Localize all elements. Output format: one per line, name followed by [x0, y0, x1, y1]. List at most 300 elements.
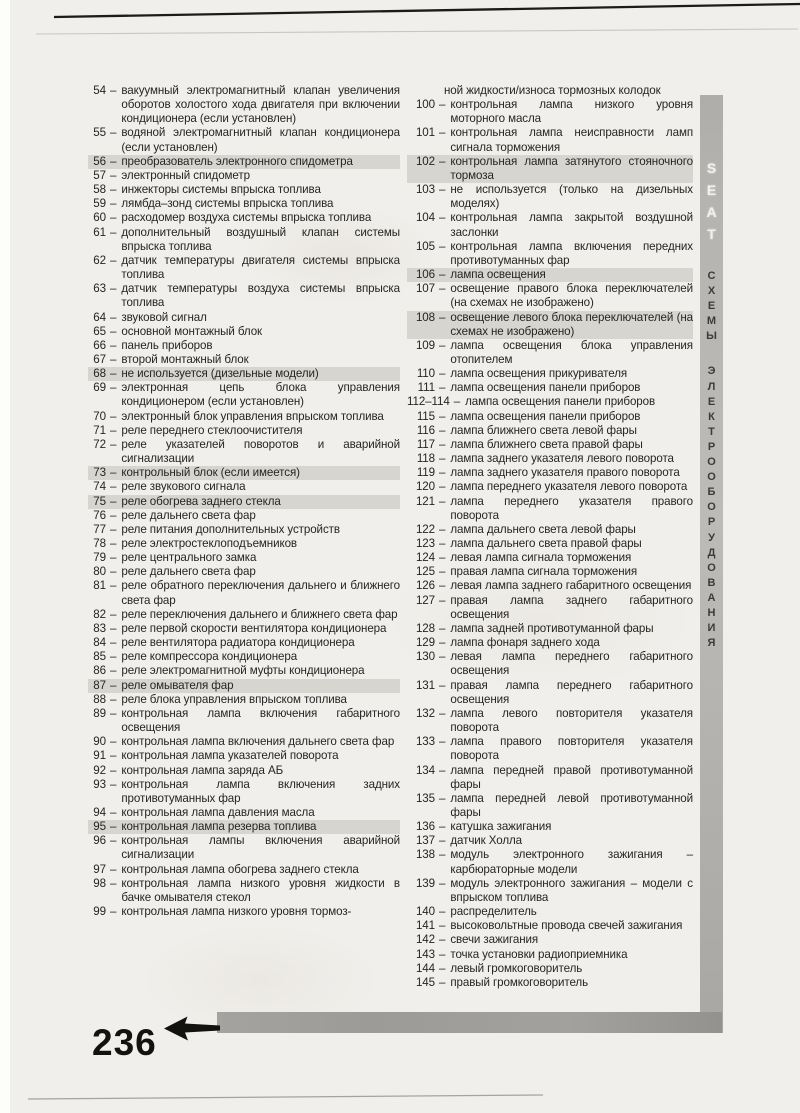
item-text: реле центрального замка [121, 551, 257, 565]
item-number: 121 [415, 494, 435, 508]
item-number: 79 [93, 551, 106, 565]
item-dash: – [439, 706, 446, 720]
item-text: левый громкоговоритель [450, 961, 583, 975]
item-number: 60 [93, 211, 106, 225]
item-number: 107 [415, 282, 435, 296]
item-text: ной жидкости/износа тормозных колодок [444, 84, 661, 97]
item-number: 125 [415, 565, 435, 579]
legend-item [407, 948, 693, 962]
legend-item [407, 764, 693, 792]
legend-item [88, 424, 400, 438]
legend-item [88, 636, 400, 650]
item-dash: – [439, 621, 446, 635]
item-number: 103 [415, 183, 435, 197]
item-text: датчик Холла [450, 834, 523, 848]
item-dash: – [439, 480, 446, 494]
item-dash: – [439, 975, 446, 989]
title-letter: И [707, 622, 716, 635]
item-number: 106 [415, 268, 435, 282]
legend-item [407, 268, 693, 282]
item-text: лампа правого повторителя указателя поворота [450, 735, 693, 763]
item-text: контрольная лампа указателей поворота [121, 749, 339, 763]
item-text: лампа заднего указателя правого поворота [450, 466, 680, 480]
item-number: 130 [415, 650, 435, 664]
item-dash: – [110, 834, 117, 848]
item-dash: – [110, 423, 117, 437]
item-dash: – [110, 820, 117, 834]
item-number: 56 [93, 154, 106, 168]
title-letter: Д [707, 546, 716, 559]
item-text: контрольная лампа резерва топлива [121, 820, 317, 834]
legend-item [88, 381, 400, 409]
item-number: 126 [415, 579, 435, 593]
item-dash: – [439, 565, 446, 579]
legend-item [407, 650, 693, 678]
item-text: лампа левого повторителя указателя поворота [450, 706, 693, 735]
bottom-bar [217, 1012, 722, 1033]
item-text: основной монтажный блок [121, 324, 263, 338]
legend-item [407, 565, 693, 579]
legend-item [88, 537, 400, 551]
legend-item [407, 84, 693, 98]
item-text: лампа переднего указателя левого поворота [450, 480, 688, 494]
item-number: 59 [93, 197, 106, 211]
item-number: 96 [93, 834, 106, 848]
brand-letter: A [706, 204, 717, 220]
title-letter: Х [707, 285, 716, 298]
item-dash: – [110, 522, 117, 536]
legend-item [407, 919, 693, 933]
item-text: реле переключения дальнего и ближнего света фар [121, 607, 398, 621]
item-text: электронный блок управления впрыском топлива [121, 409, 384, 423]
item-dash: – [110, 437, 117, 451]
item-dash: – [110, 338, 117, 352]
item-text: панель приборов [121, 338, 213, 352]
title-letter: Т [708, 425, 715, 438]
item-number: 87 [93, 678, 106, 692]
item-number: 71 [93, 423, 106, 437]
item-dash: – [110, 126, 117, 140]
legend-item [407, 339, 693, 367]
item-dash: – [439, 933, 446, 947]
item-text: дополнительный воздушный клапан системы впрыска топлива [121, 225, 400, 253]
item-number: 65 [93, 324, 106, 338]
legend-item [88, 367, 400, 381]
item-number: 145 [415, 975, 435, 989]
legend-item [407, 183, 693, 211]
item-number: 105 [415, 239, 435, 253]
item-text: не используется (только на дизельных моделях) [450, 183, 693, 211]
item-dash: – [439, 367, 446, 381]
item-number: 63 [93, 282, 106, 296]
item-text: лампа дальнего света левой фары [450, 522, 636, 536]
item-dash: – [110, 876, 117, 890]
item-number: 133 [415, 735, 435, 749]
legend-item [407, 523, 693, 537]
item-dash: – [439, 310, 446, 324]
item-text: лампа переднего указателя правого поворота [450, 494, 693, 522]
item-text: реле блока управления впрыском топлива [121, 692, 347, 706]
item-dash: – [439, 947, 446, 961]
item-dash: – [110, 905, 117, 919]
item-number: 54 [93, 84, 106, 97]
item-text: левая лампа заднего габаритного освещения [450, 579, 692, 593]
item-number: 89 [93, 706, 106, 720]
legend-item [407, 976, 693, 990]
item-text: электронная цепь блока управления кондиционером (если установлен) [121, 381, 400, 409]
item-text: освещение правого блока переключателей (на схемах не изображено) [450, 282, 693, 310]
item-number: 140 [415, 905, 435, 919]
item-text: контрольная лампа включения задних противотуманных фар [121, 777, 400, 805]
legend-item [407, 707, 693, 735]
title-letter: Е [707, 395, 716, 408]
item-number: 77 [93, 522, 106, 536]
item-text: лампа освещения прикуривателя [450, 367, 628, 381]
item-number: 110 [416, 367, 435, 381]
item-dash: – [110, 211, 117, 225]
legend-item [88, 410, 400, 424]
item-number: 78 [93, 537, 106, 550]
title-letter: У [708, 531, 715, 544]
item-number: 123 [415, 537, 435, 550]
item-dash: – [439, 636, 446, 650]
item-number: 83 [93, 621, 106, 635]
item-text: реле звукового сигнала [121, 480, 246, 494]
item-dash: – [439, 154, 446, 168]
title-letter: Б [707, 486, 716, 499]
legend-item [407, 679, 693, 707]
item-number: 92 [93, 763, 106, 777]
legend-item [407, 962, 693, 976]
item-dash: – [110, 168, 117, 182]
item-number: 84 [93, 636, 106, 650]
item-dash: – [110, 862, 117, 876]
item-text: контрольная лампа включения габаритного освещения [121, 706, 400, 735]
item-text: контрольная лампа давления масла [121, 805, 315, 819]
sidebar-title-schemes [706, 269, 717, 344]
legend-item [88, 169, 400, 183]
title-letter: О [707, 501, 716, 514]
legend-item [88, 211, 400, 225]
item-dash: – [110, 621, 117, 635]
item-dash: – [439, 919, 446, 933]
item-number: 102 [415, 154, 435, 168]
item-number: 104 [415, 211, 435, 225]
item-dash: – [110, 282, 117, 296]
sidebar-tab [700, 95, 723, 1033]
item-dash: – [110, 310, 117, 324]
item-dash: – [110, 749, 117, 763]
item-text: правый громкоговоритель [450, 975, 589, 989]
item-number: 61 [93, 225, 106, 239]
item-text: лампа ближнего света правой фары [450, 437, 643, 451]
item-dash: – [110, 735, 117, 749]
bottom-scan-edge-line [0, 1085, 800, 1113]
legend-item [88, 126, 400, 154]
item-text: контрольная лампа заряда АБ [121, 763, 284, 777]
item-dash: – [110, 324, 117, 338]
item-dash: – [439, 494, 446, 508]
item-dash: – [110, 352, 117, 366]
item-dash: – [110, 367, 117, 381]
item-text: модуль электронного зажигания – модели с впрыском топлива [450, 876, 693, 904]
legend-item [407, 933, 693, 947]
item-text: реле указателей поворотов и аварийной сигнализации [121, 437, 400, 466]
item-dash: – [110, 678, 117, 692]
legend-item [88, 183, 400, 197]
item-dash: – [110, 579, 117, 593]
item-text: лампа освещения панели приборов [450, 409, 641, 423]
legend-item [407, 282, 693, 310]
item-number: 82 [93, 607, 106, 621]
item-dash: – [110, 84, 117, 97]
legend-item [407, 424, 693, 438]
legend-item [88, 764, 400, 778]
item-dash: – [110, 805, 117, 819]
legend-column-right [407, 84, 693, 990]
item-text: лампа освещения панели приборов [450, 381, 641, 395]
item-dash: – [110, 494, 117, 508]
item-dash: – [439, 423, 446, 437]
item-number: 111 [417, 381, 435, 395]
item-number: 124 [415, 551, 435, 565]
item-number: 86 [93, 664, 106, 678]
title-letter: С [707, 270, 716, 282]
item-dash: – [439, 239, 446, 253]
item-text: реле электромагнитной муфты кондиционера [121, 664, 365, 678]
legend-item [407, 367, 693, 381]
legend-item [88, 509, 400, 523]
legend-item [88, 579, 400, 607]
item-number: 73 [93, 466, 106, 480]
item-text: контрольная лампа низкого уровня тормоз- [121, 905, 352, 919]
legend-item [88, 650, 400, 664]
item-text: распределитель [450, 905, 537, 919]
item-number: 99 [93, 905, 106, 919]
title-letter: О [707, 456, 716, 469]
title-letter: В [707, 576, 716, 589]
title-letter: К [708, 410, 715, 423]
item-number: 127 [415, 593, 435, 607]
top-edge-line [54, 4, 800, 17]
item-dash: – [110, 664, 117, 678]
item-text: электронный спидометр [121, 168, 250, 182]
item-text: лампа задней противотуманной фары [450, 621, 654, 635]
legend-item [407, 438, 693, 452]
brand-letter: T [707, 226, 716, 242]
brand-letter: E [706, 182, 717, 198]
item-text: лампа фонаря заднего хода [450, 636, 600, 650]
item-number: 100 [415, 98, 435, 112]
brand-letter: S [706, 160, 717, 176]
legend-item [407, 537, 693, 551]
item-number: 70 [93, 409, 106, 423]
item-number: 120 [415, 480, 435, 494]
item-dash: – [439, 126, 446, 140]
item-dash: – [439, 98, 446, 112]
item-text: реле первой скорости вентилятора кондиционера [121, 621, 387, 635]
item-number: 95 [93, 820, 106, 834]
legend-item [88, 325, 400, 339]
item-text: лампа передней правой противотуманной фары [450, 763, 693, 791]
item-dash: – [110, 706, 117, 720]
item-text: контрольная лампа низкого уровня жидкости в бачке омывателя стекол [121, 876, 400, 904]
legend-item [407, 579, 693, 593]
item-text: реле электростеклоподъемников [121, 537, 297, 550]
title-letter: А [707, 591, 716, 604]
title-letter: Н [707, 606, 716, 619]
legend-item [407, 211, 693, 239]
item-text: водяной электромагнитный клапан кондиционера (если установлен) [121, 126, 400, 154]
legend-item [88, 565, 400, 579]
item-text: катушка зажигания [450, 820, 552, 834]
legend-item [407, 495, 693, 523]
item-dash: – [110, 183, 117, 197]
item-text: лампа заднего указателя левого поворота [450, 452, 674, 466]
item-dash: – [439, 848, 446, 862]
legend-item [88, 707, 400, 735]
item-number: 128 [415, 621, 435, 635]
item-number: 81 [93, 579, 106, 593]
item-dash: – [439, 763, 446, 777]
item-text: датчик температуры воздуха системы впрыска топлива [121, 282, 400, 310]
item-text: реле компрессора кондиционера [121, 650, 298, 664]
legend-item [88, 608, 400, 622]
item-text: точка установки радиоприемника [450, 947, 628, 961]
item-text: реле переднего стеклоочистителя [121, 423, 303, 437]
item-dash: – [439, 452, 446, 466]
legend-item [407, 636, 693, 650]
legend-item [88, 664, 400, 678]
item-number: 90 [93, 735, 106, 749]
item-text: лампа освещения блока управления отопителем [450, 338, 693, 366]
item-text: контрольная лампы включения аварийной сигнализации [121, 834, 400, 862]
item-dash: – [110, 565, 117, 579]
item-text: лампа ближнего света левой фары [450, 423, 637, 437]
item-dash: – [439, 437, 446, 451]
item-text: инжекторы системы впрыска топлива [121, 183, 321, 197]
legend-item [407, 395, 693, 409]
item-number: 68 [93, 367, 106, 381]
item-dash: – [439, 593, 446, 607]
item-number: 134 [415, 763, 435, 777]
item-text: контрольный блок (если имеется) [121, 466, 300, 480]
item-text: второй монтажный блок [121, 352, 249, 366]
item-text: преобразователь электронного спидометра [121, 154, 353, 168]
item-text: лампа освещения панели приборов [465, 395, 656, 409]
item-number: 76 [93, 508, 106, 522]
item-number: 118 [416, 452, 435, 466]
legend-item [407, 834, 693, 848]
sidebar-brand-seat [706, 157, 716, 245]
item-dash: – [439, 834, 446, 848]
item-text: контрольная лампа включения передних противотуманных фар [450, 239, 693, 267]
legend-item [88, 339, 400, 353]
legend-item [407, 877, 693, 905]
item-dash: – [110, 777, 117, 791]
item-dash: – [439, 735, 446, 749]
item-text: правая лампа заднего габаритного освещения [450, 593, 693, 621]
top-faint-line [36, 29, 798, 34]
legend-item [88, 834, 400, 862]
item-number: 122 [415, 522, 435, 536]
item-number: 116 [416, 423, 435, 437]
item-dash: – [439, 522, 446, 536]
item-text: высоковольтные провода свечей зажигания [450, 919, 683, 933]
item-text: контрольная лампа включения дальнего света фар [121, 735, 395, 749]
item-number: 94 [93, 805, 106, 819]
item-text: левая лампа переднего габаритного освещения [450, 650, 693, 678]
title-letter: М [706, 315, 717, 328]
item-number: 88 [93, 692, 106, 706]
item-dash: – [439, 183, 446, 197]
item-dash: – [110, 197, 117, 211]
item-text: контрольная лампа затянутого стояночного тормоза [450, 154, 693, 182]
legend-item [407, 848, 693, 876]
item-text: правая лампа переднего габаритного освещения [450, 678, 693, 706]
item-number: 108 [415, 310, 435, 324]
legend-item [407, 98, 693, 126]
legend-item [407, 551, 693, 565]
item-number: 119 [416, 466, 435, 480]
legend-item [88, 197, 400, 211]
item-number: 136 [415, 820, 435, 834]
legend-item [88, 749, 400, 763]
title-letter: Л [707, 380, 716, 393]
item-dash: – [439, 876, 446, 890]
legend-item [88, 778, 400, 806]
item-text: датчик температуры двигателя системы впрыска топлива [121, 253, 400, 282]
item-number: 115 [416, 409, 435, 423]
title-letter: Е [707, 300, 716, 313]
item-dash: – [439, 466, 446, 480]
item-text: вакуумный электромагнитный клапан увеличения оборотов холостого хода двигателя при включении кондиционера (если установлен) [121, 84, 400, 126]
item-number: 93 [93, 777, 106, 791]
legend-item [88, 495, 400, 509]
item-number: 75 [93, 494, 106, 508]
item-text: реле дальнего света фар [121, 508, 256, 522]
item-dash: – [439, 650, 446, 664]
item-number: 138 [415, 848, 435, 862]
title-letter: Ы [706, 330, 717, 343]
item-number: 112–114 [407, 395, 450, 409]
item-dash: – [110, 409, 117, 423]
item-number: 72 [93, 437, 106, 451]
sidebar-title-electrical [707, 364, 716, 651]
item-text: лампа дальнего света правой фары [450, 537, 642, 550]
item-text: реле питания дополнительных устройств [121, 522, 340, 536]
legend-item [407, 905, 693, 919]
item-dash: – [439, 537, 446, 550]
item-number: 101 [415, 126, 435, 140]
item-number: 135 [415, 791, 435, 805]
item-text: лампа освещения [450, 268, 546, 282]
item-number: 57 [93, 168, 106, 182]
legend-item [407, 155, 693, 183]
legend-item [88, 877, 400, 905]
item-number: 137 [415, 834, 435, 848]
legend-item [407, 466, 693, 480]
item-dash: – [110, 466, 117, 480]
legend-item [407, 622, 693, 636]
item-text: левая лампа сигнала торможения [450, 551, 632, 565]
legend-item [88, 806, 400, 820]
item-text: звуковой сигнал [121, 310, 207, 324]
item-dash: – [439, 211, 446, 225]
item-number: 131 [415, 678, 435, 692]
legend-item [407, 735, 693, 763]
legend-item [88, 679, 400, 693]
